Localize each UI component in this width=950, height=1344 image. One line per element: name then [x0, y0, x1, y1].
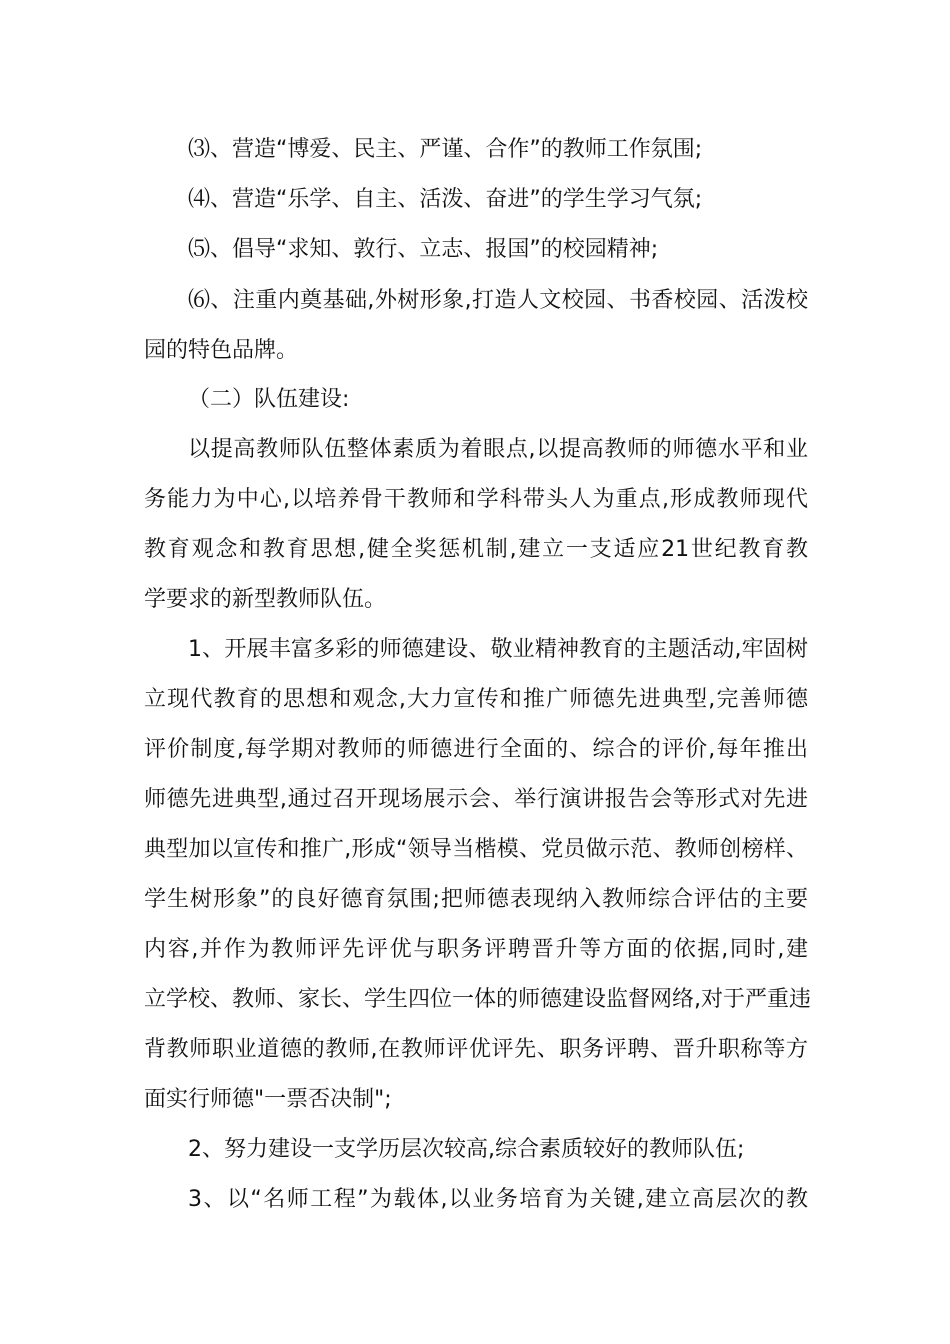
paragraph-line: 立学校、教师、家长、学生四位一体的师德建设监督网络,对于严重违 — [144, 987, 811, 1012]
paragraph-line: 务能力为中心,以培养骨干教师和学科带头人为重点,形成教师现代 — [144, 487, 808, 512]
paragraph-line: 教育观念和教育思想,健全奖惩机制,建立一支适应21世纪教育教 — [144, 537, 808, 562]
list-item-4: ⑷、营造“乐学、自主、活泼、奋进”的学生学习气氛; — [188, 187, 703, 212]
list-item-2: 2、努力建设一支学历层次较高,综合素质较好的教师队伍; — [188, 1137, 745, 1162]
list-item-5: ⑸、倡导“求知、敦行、立志、报国”的校园精神; — [188, 237, 659, 262]
paragraph-line: 内容,并作为教师评先评优与职务评聘晋升等方面的依据,同时,建 — [144, 937, 808, 962]
paragraph-line: 师德先进典型,通过召开现场展示会、举行演讲报告会等形式对先进 — [144, 787, 808, 812]
list-item-3b: 3、以“名师工程”为载体,以业务培育为关键,建立高层次的教 — [188, 1187, 808, 1212]
section-heading: （二）队伍建设: — [188, 387, 350, 412]
paragraph-line: 面实行师德"一票否决制"; — [144, 1087, 392, 1112]
list-item-6: ⑹、注重内奠基础,外树形象,打造人文校园、书香校园、活泼校 — [188, 288, 808, 313]
paragraph-line: 背教师职业道德的教师,在教师评优评先、职务评聘、晋升职称等方 — [144, 1037, 808, 1062]
list-item-6-cont: 园的特色品牌。 — [144, 338, 299, 363]
paragraph-line: 典型加以宣传和推广,形成“领导当楷模、党员做示范、教师创榜样、 — [144, 837, 808, 862]
paragraph-line: 学生树形象”的良好德育氛围;把师德表现纳入教师综合评估的主要 — [144, 887, 808, 912]
paragraph-line: 1、开展丰富多彩的师德建设、敬业精神教育的主题活动,牢固树 — [188, 637, 808, 662]
paragraph-line: 评价制度,每学期对教师的师德进行全面的、综合的评价,每年推出 — [144, 737, 808, 762]
paragraph-line: 立现代教育的思想和观念,大力宣传和推广师德先进典型,完善师德 — [144, 687, 808, 712]
list-item-3: ⑶、营造“博爱、民主、严谨、合作”的教师工作氛围; — [188, 137, 703, 162]
paragraph-line: 学要求的新型教师队伍。 — [144, 587, 387, 612]
paragraph-line: 以提高教师队伍整体素质为着眼点,以提高教师的师德水平和业 — [188, 437, 808, 462]
